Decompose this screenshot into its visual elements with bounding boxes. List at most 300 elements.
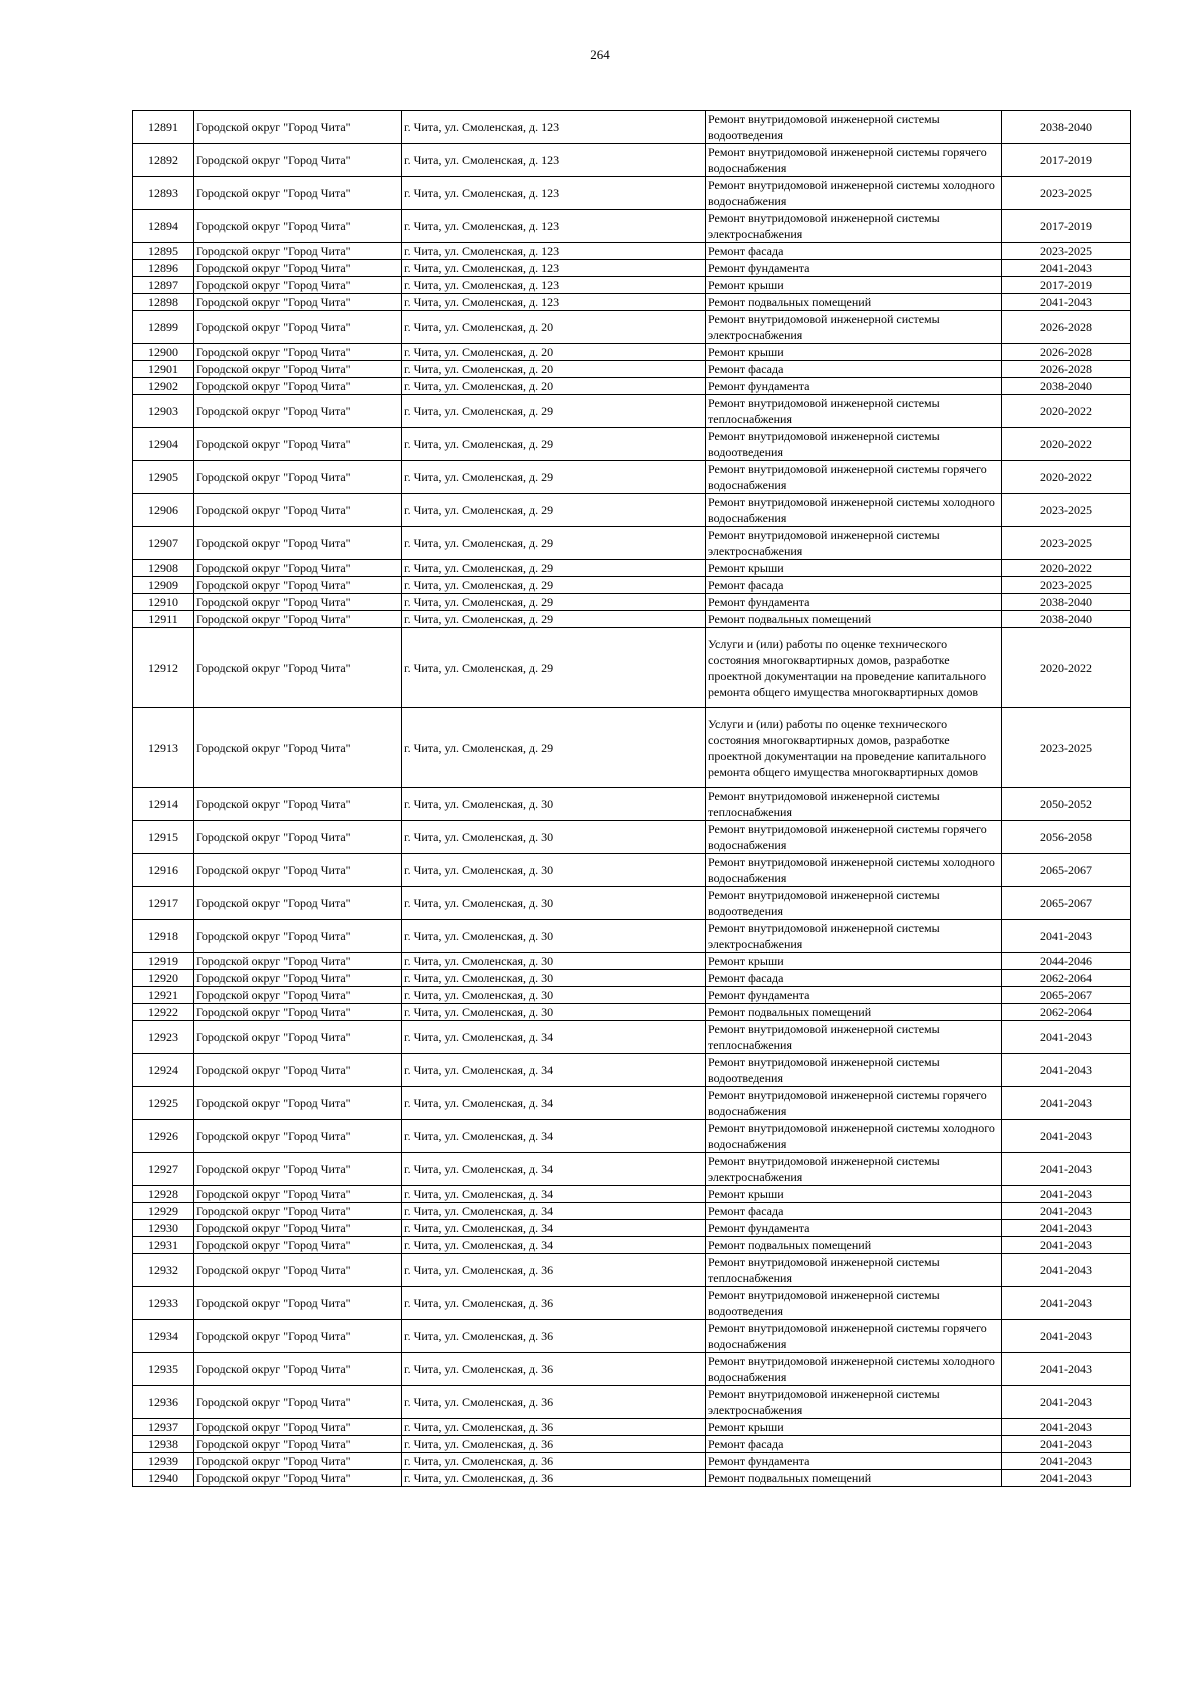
- cell-municipality: Городской округ "Город Чита": [194, 361, 402, 378]
- cell-work-type: Ремонт внутридомовой инженерной системы водоотведения: [706, 111, 1002, 144]
- cell-address: г. Чита, ул. Смоленская, д. 123: [402, 277, 706, 294]
- cell-work-type: Ремонт крыши: [706, 560, 1002, 577]
- cell-address: г. Чита, ул. Смоленская, д. 20: [402, 344, 706, 361]
- cell-period: 2041-2043: [1002, 294, 1131, 311]
- cell-row-number: 12931: [133, 1237, 194, 1254]
- cell-address: г. Чита, ул. Смоленская, д. 36: [402, 1320, 706, 1353]
- cell-work-type: Ремонт внутридомовой инженерной системы водоотведения: [706, 887, 1002, 920]
- cell-municipality: Городской округ "Город Чита": [194, 344, 402, 361]
- table-row: [133, 628, 1131, 708]
- cell-row-number: 12901: [133, 361, 194, 378]
- cell-period: 2017-2019: [1002, 277, 1131, 294]
- cell-address: г. Чита, ул. Смоленская, д. 29: [402, 560, 706, 577]
- table-row: [133, 1436, 1131, 1453]
- cell-work-type: Ремонт внутридомовой инженерной системы электроснабжения: [706, 527, 1002, 560]
- cell-municipality: Городской округ "Город Чита": [194, 788, 402, 821]
- cell-period: 2038-2040: [1002, 611, 1131, 628]
- cell-period: 2026-2028: [1002, 311, 1131, 344]
- cell-period: 2020-2022: [1002, 628, 1131, 708]
- cell-work-type: Ремонт внутридомовой инженерной системы горячего водоснабжения: [706, 461, 1002, 494]
- cell-work-type: Ремонт внутридомовой инженерной системы электроснабжения: [706, 1153, 1002, 1186]
- cell-work-type: Ремонт внутридомовой инженерной системы водоотведения: [706, 428, 1002, 461]
- cell-municipality: Городской округ "Город Чита": [194, 210, 402, 243]
- cell-municipality: Городской округ "Город Чита": [194, 1254, 402, 1287]
- cell-municipality: Городской округ "Город Чита": [194, 260, 402, 277]
- cell-municipality: Городской округ "Город Чита": [194, 277, 402, 294]
- cell-address: г. Чита, ул. Смоленская, д. 123: [402, 144, 706, 177]
- cell-work-type: Ремонт крыши: [706, 344, 1002, 361]
- cell-period: 2062-2064: [1002, 970, 1131, 987]
- cell-period: 2023-2025: [1002, 527, 1131, 560]
- cell-period: 2041-2043: [1002, 1254, 1131, 1287]
- cell-municipality: Городской округ "Город Чита": [194, 970, 402, 987]
- table-row: [133, 1087, 1131, 1120]
- table-row: [133, 1419, 1131, 1436]
- table-row: [133, 1353, 1131, 1386]
- cell-row-number: 12910: [133, 594, 194, 611]
- table-row: [133, 395, 1131, 428]
- cell-municipality: Городской округ "Город Чита": [194, 920, 402, 953]
- table-row: [133, 1120, 1131, 1153]
- cell-municipality: Городской округ "Город Чита": [194, 311, 402, 344]
- table-body: [133, 111, 1131, 1487]
- cell-work-type: Ремонт крыши: [706, 953, 1002, 970]
- table-row: [133, 887, 1131, 920]
- cell-work-type: Ремонт внутридомовой инженерной системы холодного водоснабжения: [706, 1353, 1002, 1386]
- cell-period: 2041-2043: [1002, 1470, 1131, 1487]
- cell-row-number: 12928: [133, 1186, 194, 1203]
- table-row: [133, 260, 1131, 277]
- cell-address: г. Чита, ул. Смоленская, д. 30: [402, 970, 706, 987]
- cell-period: 2041-2043: [1002, 1353, 1131, 1386]
- cell-municipality: Городской округ "Город Чита": [194, 887, 402, 920]
- cell-row-number: 12917: [133, 887, 194, 920]
- cell-period: 2041-2043: [1002, 1186, 1131, 1203]
- cell-address: г. Чита, ул. Смоленская, д. 29: [402, 594, 706, 611]
- cell-address: г. Чита, ул. Смоленская, д. 20: [402, 378, 706, 395]
- cell-row-number: 12933: [133, 1287, 194, 1320]
- cell-period: 2023-2025: [1002, 494, 1131, 527]
- cell-work-type: Ремонт фундамента: [706, 1453, 1002, 1470]
- cell-row-number: 12892: [133, 144, 194, 177]
- cell-row-number: 12909: [133, 577, 194, 594]
- cell-period: 2023-2025: [1002, 243, 1131, 260]
- table-row: [133, 243, 1131, 260]
- cell-work-type: Ремонт внутридомовой инженерной системы электроснабжения: [706, 1386, 1002, 1419]
- cell-row-number: 12895: [133, 243, 194, 260]
- cell-municipality: Городской округ "Город Чита": [194, 1220, 402, 1237]
- table-row: [133, 920, 1131, 953]
- cell-period: 2041-2043: [1002, 1436, 1131, 1453]
- cell-municipality: Городской округ "Город Чита": [194, 1320, 402, 1353]
- cell-period: 2065-2067: [1002, 887, 1131, 920]
- cell-row-number: 12930: [133, 1220, 194, 1237]
- cell-row-number: 12926: [133, 1120, 194, 1153]
- cell-municipality: Городской округ "Город Чита": [194, 708, 402, 788]
- table-row: [133, 1470, 1131, 1487]
- cell-work-type: Ремонт фасада: [706, 1436, 1002, 1453]
- cell-municipality: Городской округ "Город Чита": [194, 144, 402, 177]
- cell-row-number: 12914: [133, 788, 194, 821]
- cell-address: г. Чита, ул. Смоленская, д. 30: [402, 788, 706, 821]
- cell-period: 2041-2043: [1002, 1054, 1131, 1087]
- table-row: [133, 1386, 1131, 1419]
- cell-municipality: Городской округ "Город Чита": [194, 594, 402, 611]
- cell-work-type: Ремонт внутридомовой инженерной системы теплоснабжения: [706, 395, 1002, 428]
- table-row: [133, 344, 1131, 361]
- cell-address: г. Чита, ул. Смоленская, д. 29: [402, 628, 706, 708]
- cell-period: 2020-2022: [1002, 560, 1131, 577]
- cell-address: г. Чита, ул. Смоленская, д. 30: [402, 1004, 706, 1021]
- cell-row-number: 12912: [133, 628, 194, 708]
- cell-row-number: 12911: [133, 611, 194, 628]
- cell-period: 2023-2025: [1002, 177, 1131, 210]
- cell-row-number: 12916: [133, 854, 194, 887]
- cell-municipality: Городской округ "Город Чита": [194, 1353, 402, 1386]
- cell-municipality: Городской округ "Город Чита": [194, 1237, 402, 1254]
- cell-work-type: Ремонт крыши: [706, 1186, 1002, 1203]
- table-row: [133, 527, 1131, 560]
- cell-period: 2065-2067: [1002, 987, 1131, 1004]
- cell-work-type: Ремонт внутридомовой инженерной системы горячего водоснабжения: [706, 1320, 1002, 1353]
- cell-work-type: Ремонт фасада: [706, 970, 1002, 987]
- cell-municipality: Городской округ "Город Чита": [194, 1287, 402, 1320]
- cell-address: г. Чита, ул. Смоленская, д. 29: [402, 611, 706, 628]
- cell-row-number: 12924: [133, 1054, 194, 1087]
- cell-address: г. Чита, ул. Смоленская, д. 29: [402, 395, 706, 428]
- cell-row-number: 12920: [133, 970, 194, 987]
- cell-work-type: Ремонт внутридомовой инженерной системы холодного водоснабжения: [706, 177, 1002, 210]
- cell-work-type: Ремонт внутридомовой инженерной системы горячего водоснабжения: [706, 821, 1002, 854]
- cell-period: 2041-2043: [1002, 1237, 1131, 1254]
- cell-address: г. Чита, ул. Смоленская, д. 29: [402, 494, 706, 527]
- cell-municipality: Городской округ "Город Чита": [194, 577, 402, 594]
- cell-row-number: 12905: [133, 461, 194, 494]
- cell-period: 2041-2043: [1002, 1120, 1131, 1153]
- table-row: [133, 854, 1131, 887]
- table-row: [133, 378, 1131, 395]
- cell-work-type: Ремонт фундамента: [706, 260, 1002, 277]
- cell-address: г. Чита, ул. Смоленская, д. 36: [402, 1254, 706, 1287]
- cell-municipality: Городской округ "Город Чита": [194, 294, 402, 311]
- table-row: [133, 1320, 1131, 1353]
- cell-period: 2044-2046: [1002, 953, 1131, 970]
- table-row: [133, 1453, 1131, 1470]
- table-row: [133, 277, 1131, 294]
- cell-period: 2050-2052: [1002, 788, 1131, 821]
- cell-work-type: Ремонт фасада: [706, 1203, 1002, 1220]
- table-row: [133, 1203, 1131, 1220]
- cell-address: г. Чита, ул. Смоленская, д. 30: [402, 920, 706, 953]
- cell-work-type: Услуги и (или) работы по оценке технического состояния многоквартирных домов, разработке проектной документации на проведение капитального ремонта общего имущества многоквартирных домов: [706, 628, 1002, 708]
- table-row: [133, 708, 1131, 788]
- cell-municipality: Городской округ "Город Чита": [194, 1054, 402, 1087]
- cell-address: г. Чита, ул. Смоленская, д. 29: [402, 577, 706, 594]
- cell-address: г. Чита, ул. Смоленская, д. 29: [402, 461, 706, 494]
- cell-address: г. Чита, ул. Смоленская, д. 34: [402, 1087, 706, 1120]
- cell-municipality: Городской округ "Город Чита": [194, 1120, 402, 1153]
- cell-address: г. Чита, ул. Смоленская, д. 36: [402, 1419, 706, 1436]
- cell-period: 2062-2064: [1002, 1004, 1131, 1021]
- cell-municipality: Городской округ "Город Чита": [194, 1436, 402, 1453]
- cell-address: г. Чита, ул. Смоленская, д. 30: [402, 887, 706, 920]
- cell-work-type: Ремонт крыши: [706, 1419, 1002, 1436]
- cell-municipality: Городской округ "Город Чита": [194, 987, 402, 1004]
- repair-schedule-table: [132, 110, 1131, 1487]
- cell-period: 2041-2043: [1002, 1203, 1131, 1220]
- cell-municipality: Городской округ "Город Чита": [194, 1021, 402, 1054]
- cell-work-type: Ремонт внутридомовой инженерной системы холодного водоснабжения: [706, 854, 1002, 887]
- cell-municipality: Городской округ "Город Чита": [194, 1386, 402, 1419]
- cell-period: 2020-2022: [1002, 395, 1131, 428]
- cell-row-number: 12922: [133, 1004, 194, 1021]
- cell-municipality: Городской округ "Город Чита": [194, 1186, 402, 1203]
- cell-address: г. Чита, ул. Смоленская, д. 30: [402, 987, 706, 1004]
- cell-address: г. Чита, ул. Смоленская, д. 123: [402, 210, 706, 243]
- cell-address: г. Чита, ул. Смоленская, д. 29: [402, 527, 706, 560]
- cell-municipality: Городской округ "Город Чита": [194, 1203, 402, 1220]
- cell-row-number: 12936: [133, 1386, 194, 1419]
- table-row: [133, 970, 1131, 987]
- cell-municipality: Городской округ "Город Чита": [194, 854, 402, 887]
- cell-row-number: 12898: [133, 294, 194, 311]
- cell-work-type: Ремонт фасада: [706, 243, 1002, 260]
- table-row: [133, 1004, 1131, 1021]
- cell-work-type: Ремонт внутридомовой инженерной системы горячего водоснабжения: [706, 144, 1002, 177]
- table-row: [133, 177, 1131, 210]
- cell-row-number: 12899: [133, 311, 194, 344]
- table-row: [133, 461, 1131, 494]
- cell-address: г. Чита, ул. Смоленская, д. 36: [402, 1436, 706, 1453]
- cell-period: 2020-2022: [1002, 461, 1131, 494]
- cell-work-type: Ремонт фундамента: [706, 378, 1002, 395]
- cell-address: г. Чита, ул. Смоленская, д. 34: [402, 1153, 706, 1186]
- cell-municipality: Городской округ "Город Чита": [194, 1087, 402, 1120]
- cell-address: г. Чита, ул. Смоленская, д. 36: [402, 1287, 706, 1320]
- cell-row-number: 12940: [133, 1470, 194, 1487]
- cell-work-type: Ремонт внутридомовой инженерной системы электроснабжения: [706, 311, 1002, 344]
- cell-row-number: 12906: [133, 494, 194, 527]
- table-row: [133, 1220, 1131, 1237]
- cell-municipality: Городской округ "Город Чита": [194, 177, 402, 210]
- table-row: [133, 311, 1131, 344]
- table-row: [133, 821, 1131, 854]
- cell-address: г. Чита, ул. Смоленская, д. 34: [402, 1186, 706, 1203]
- cell-address: г. Чита, ул. Смоленская, д. 29: [402, 708, 706, 788]
- cell-work-type: Ремонт внутридомовой инженерной системы теплоснабжения: [706, 1254, 1002, 1287]
- cell-row-number: 12907: [133, 527, 194, 560]
- table-row: [133, 594, 1131, 611]
- cell-period: 2038-2040: [1002, 594, 1131, 611]
- table-row: [133, 1186, 1131, 1203]
- table-row: [133, 611, 1131, 628]
- cell-municipality: Городской округ "Город Чита": [194, 821, 402, 854]
- cell-row-number: 12932: [133, 1254, 194, 1287]
- cell-municipality: Городской округ "Город Чита": [194, 1153, 402, 1186]
- table-row: [133, 560, 1131, 577]
- cell-row-number: 12913: [133, 708, 194, 788]
- cell-address: г. Чита, ул. Смоленская, д. 36: [402, 1386, 706, 1419]
- table-row: [133, 1287, 1131, 1320]
- cell-row-number: 12896: [133, 260, 194, 277]
- cell-row-number: 12893: [133, 177, 194, 210]
- cell-municipality: Городской округ "Город Чита": [194, 611, 402, 628]
- cell-row-number: 12927: [133, 1153, 194, 1186]
- cell-period: 2026-2028: [1002, 361, 1131, 378]
- table-row: [133, 111, 1131, 144]
- table-row: [133, 210, 1131, 243]
- cell-municipality: Городской округ "Город Чита": [194, 243, 402, 260]
- cell-period: 2023-2025: [1002, 708, 1131, 788]
- cell-municipality: Городской округ "Город Чита": [194, 428, 402, 461]
- cell-row-number: 12923: [133, 1021, 194, 1054]
- cell-work-type: Ремонт фундамента: [706, 594, 1002, 611]
- cell-period: 2041-2043: [1002, 1021, 1131, 1054]
- cell-municipality: Городской округ "Город Чита": [194, 395, 402, 428]
- cell-work-type: Ремонт внутридомовой инженерной системы холодного водоснабжения: [706, 1120, 1002, 1153]
- cell-work-type: Ремонт подвальных помещений: [706, 611, 1002, 628]
- table-row: [133, 294, 1131, 311]
- table-row: [133, 1054, 1131, 1087]
- table-row: [133, 428, 1131, 461]
- cell-row-number: 12908: [133, 560, 194, 577]
- cell-municipality: Городской округ "Город Чита": [194, 1453, 402, 1470]
- cell-period: 2020-2022: [1002, 428, 1131, 461]
- cell-address: г. Чита, ул. Смоленская, д. 30: [402, 821, 706, 854]
- cell-row-number: 12929: [133, 1203, 194, 1220]
- cell-municipality: Городской округ "Город Чита": [194, 953, 402, 970]
- cell-work-type: Ремонт подвальных помещений: [706, 294, 1002, 311]
- cell-address: г. Чита, ул. Смоленская, д. 34: [402, 1237, 706, 1254]
- cell-address: г. Чита, ул. Смоленская, д. 34: [402, 1203, 706, 1220]
- cell-row-number: 12939: [133, 1453, 194, 1470]
- cell-municipality: Городской округ "Город Чита": [194, 1004, 402, 1021]
- cell-work-type: Ремонт крыши: [706, 277, 1002, 294]
- table-row: [133, 144, 1131, 177]
- cell-row-number: 12891: [133, 111, 194, 144]
- cell-period: 2023-2025: [1002, 577, 1131, 594]
- table-row: [133, 1021, 1131, 1054]
- table-row: [133, 1153, 1131, 1186]
- cell-work-type: Ремонт подвальных помещений: [706, 1470, 1002, 1487]
- cell-period: 2038-2040: [1002, 111, 1131, 144]
- cell-municipality: Городской округ "Город Чита": [194, 1470, 402, 1487]
- cell-work-type: Ремонт внутридомовой инженерной системы холодного водоснабжения: [706, 494, 1002, 527]
- table-row: [133, 788, 1131, 821]
- cell-period: 2056-2058: [1002, 821, 1131, 854]
- cell-row-number: 12934: [133, 1320, 194, 1353]
- cell-row-number: 12897: [133, 277, 194, 294]
- cell-period: 2041-2043: [1002, 1320, 1131, 1353]
- cell-row-number: 12938: [133, 1436, 194, 1453]
- cell-address: г. Чита, ул. Смоленская, д. 34: [402, 1054, 706, 1087]
- cell-municipality: Городской округ "Город Чита": [194, 560, 402, 577]
- cell-period: 2041-2043: [1002, 1087, 1131, 1120]
- cell-work-type: Ремонт подвальных помещений: [706, 1004, 1002, 1021]
- cell-period: 2065-2067: [1002, 854, 1131, 887]
- cell-work-type: Ремонт внутридомовой инженерной системы теплоснабжения: [706, 788, 1002, 821]
- cell-work-type: Ремонт подвальных помещений: [706, 1237, 1002, 1254]
- cell-address: г. Чита, ул. Смоленская, д. 34: [402, 1220, 706, 1237]
- cell-address: г. Чита, ул. Смоленская, д. 36: [402, 1353, 706, 1386]
- cell-municipality: Городской округ "Город Чита": [194, 378, 402, 395]
- cell-address: г. Чита, ул. Смоленская, д. 123: [402, 243, 706, 260]
- cell-address: г. Чита, ул. Смоленская, д. 34: [402, 1021, 706, 1054]
- cell-address: г. Чита, ул. Смоленская, д. 36: [402, 1453, 706, 1470]
- cell-work-type: Ремонт внутридомовой инженерной системы теплоснабжения: [706, 1021, 1002, 1054]
- table-row: [133, 361, 1131, 378]
- cell-row-number: 12937: [133, 1419, 194, 1436]
- cell-row-number: 12925: [133, 1087, 194, 1120]
- cell-municipality: Городской округ "Город Чита": [194, 461, 402, 494]
- cell-period: 2041-2043: [1002, 1287, 1131, 1320]
- cell-address: г. Чита, ул. Смоленская, д. 20: [402, 311, 706, 344]
- cell-period: 2017-2019: [1002, 210, 1131, 243]
- cell-period: 2041-2043: [1002, 1220, 1131, 1237]
- cell-address: г. Чита, ул. Смоленская, д. 34: [402, 1120, 706, 1153]
- cell-period: 2041-2043: [1002, 260, 1131, 277]
- cell-work-type: Ремонт внутридомовой инженерной системы электроснабжения: [706, 210, 1002, 243]
- cell-work-type: Услуги и (или) работы по оценке технического состояния многоквартирных домов, разработке проектной документации на проведение капитального ремонта общего имущества многоквартирных домов: [706, 708, 1002, 788]
- cell-address: г. Чита, ул. Смоленская, д. 20: [402, 361, 706, 378]
- table-row: [133, 494, 1131, 527]
- cell-address: г. Чита, ул. Смоленская, д. 123: [402, 177, 706, 210]
- cell-municipality: Городской округ "Город Чита": [194, 111, 402, 144]
- cell-row-number: 12921: [133, 987, 194, 1004]
- page-number: 264: [590, 47, 610, 62]
- cell-municipality: Городской округ "Город Чита": [194, 494, 402, 527]
- cell-address: г. Чита, ул. Смоленская, д. 123: [402, 294, 706, 311]
- cell-address: г. Чита, ул. Смоленская, д. 30: [402, 953, 706, 970]
- cell-period: 2017-2019: [1002, 144, 1131, 177]
- cell-row-number: 12900: [133, 344, 194, 361]
- cell-period: 2026-2028: [1002, 344, 1131, 361]
- cell-period: 2041-2043: [1002, 1386, 1131, 1419]
- cell-work-type: Ремонт внутридомовой инженерной системы водоотведения: [706, 1054, 1002, 1087]
- cell-row-number: 12902: [133, 378, 194, 395]
- cell-row-number: 12894: [133, 210, 194, 243]
- cell-row-number: 12904: [133, 428, 194, 461]
- table-row: [133, 953, 1131, 970]
- cell-address: г. Чита, ул. Смоленская, д. 36: [402, 1470, 706, 1487]
- cell-municipality: Городской округ "Город Чита": [194, 628, 402, 708]
- table-row: [133, 1254, 1131, 1287]
- cell-address: г. Чита, ул. Смоленская, д. 123: [402, 111, 706, 144]
- cell-work-type: Ремонт фундамента: [706, 1220, 1002, 1237]
- table-row: [133, 987, 1131, 1004]
- cell-period: 2041-2043: [1002, 920, 1131, 953]
- cell-work-type: Ремонт фасада: [706, 577, 1002, 594]
- cell-municipality: Городской округ "Город Чита": [194, 527, 402, 560]
- cell-row-number: 12935: [133, 1353, 194, 1386]
- table-row: [133, 1237, 1131, 1254]
- cell-period: 2041-2043: [1002, 1153, 1131, 1186]
- cell-work-type: Ремонт фасада: [706, 361, 1002, 378]
- cell-row-number: 12903: [133, 395, 194, 428]
- cell-address: г. Чита, ул. Смоленская, д. 29: [402, 428, 706, 461]
- cell-work-type: Ремонт внутридомовой инженерной системы электроснабжения: [706, 920, 1002, 953]
- cell-period: 2038-2040: [1002, 378, 1131, 395]
- cell-address: г. Чита, ул. Смоленская, д. 123: [402, 260, 706, 277]
- cell-period: 2041-2043: [1002, 1419, 1131, 1436]
- cell-work-type: Ремонт внутридомовой инженерной системы горячего водоснабжения: [706, 1087, 1002, 1120]
- table-row: [133, 577, 1131, 594]
- cell-municipality: Городской округ "Город Чита": [194, 1419, 402, 1436]
- cell-row-number: 12915: [133, 821, 194, 854]
- cell-row-number: 12919: [133, 953, 194, 970]
- cell-work-type: Ремонт фундамента: [706, 987, 1002, 1004]
- cell-work-type: Ремонт внутридомовой инженерной системы водоотведения: [706, 1287, 1002, 1320]
